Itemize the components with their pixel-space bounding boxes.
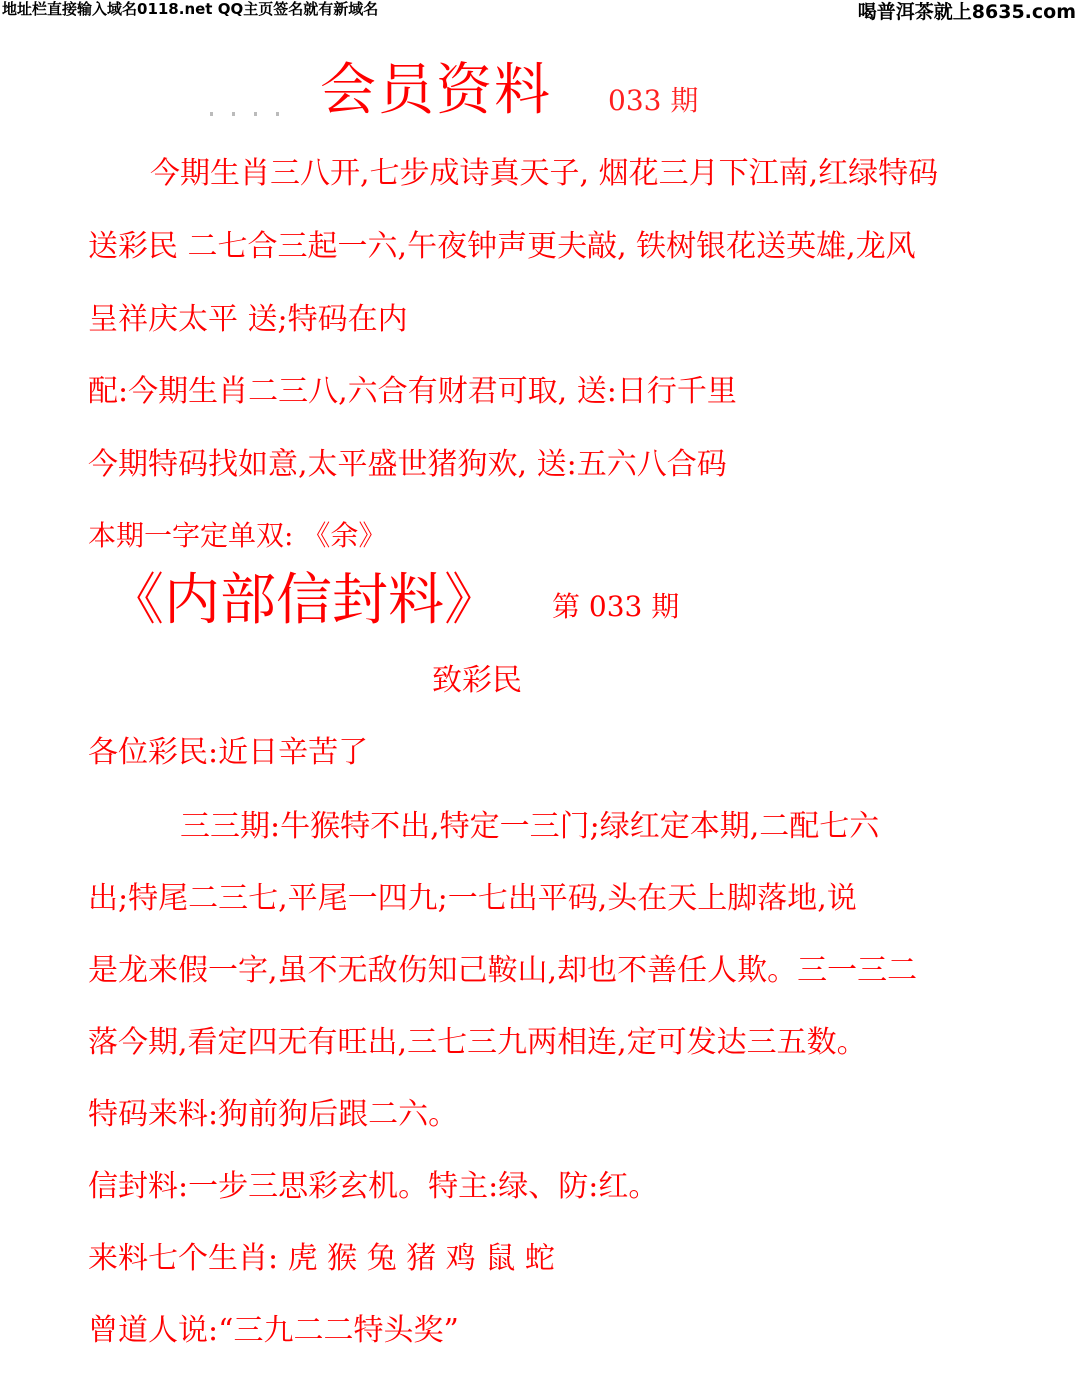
section2-line-1: 各位彩民:近日辛苦了 [88,735,369,770]
section1-line-4: 配:今期生肖二三八,六合有财君可取, 送:日行千里 [88,374,737,409]
envelope-material-title: 《内部信封料》 [108,568,500,633]
member-info-title: 会员资料 [320,58,552,123]
section1-line-5: 今期特码找如意,太平盛世猪狗欢, 送:五六八合码 [88,447,727,482]
section1-line-3: 呈祥庆太平 送;特码在内 [88,302,408,337]
header-right-text: 喝普洱茶就上8635.com [857,1,1076,23]
greeting-heading: 致彩民 [432,663,522,698]
section1-line-1: 今期生肖三八开,七步成诗真天子, 烟花三月下江南,红绿特码 [150,156,939,191]
section2-line-9: 曾道人说:“三九二二特头奖” [88,1313,459,1348]
section2-line-4: 是龙来假一字,虽不无敌伤知己鞍山,却也不善任人欺。三一三二 [88,953,918,988]
member-info-issue: 033 期 [608,84,699,117]
section2-line-8: 来料七个生肖: 虎 猴 兔 猪 鸡 鼠 蛇 [88,1241,555,1276]
section1-line-6: 本期一字定单双: 《余》 [88,519,387,552]
section2-line-5: 落今期,看定四无有旺出,三七三九两相连,定可发达三五数。 [88,1025,867,1060]
section2-line-6: 特码来料:狗前狗后跟二六。 [88,1097,459,1132]
section2-line-3: 出;特尾二三七,平尾一四九;一七出平码,头在天上脚落地,说 [88,881,857,916]
section2-line-2: 三三期:牛猴特不出,特定一三门;绿红定本期,二配七六 [180,809,880,844]
header-left-text: 地址栏直接输入域名0118.net QQ主页签名就有新域名 [2,0,379,18]
section1-line-2: 送彩民 二七合三起一六,午夜钟声更夫敲, 铁树银花送英雄,龙风 [88,229,916,264]
section2-line-7: 信封料:一步三思彩玄机。特主:绿、防:红。 [88,1169,659,1204]
envelope-material-issue: 第 033 期 [552,590,680,623]
decorative-dots [210,112,280,116]
